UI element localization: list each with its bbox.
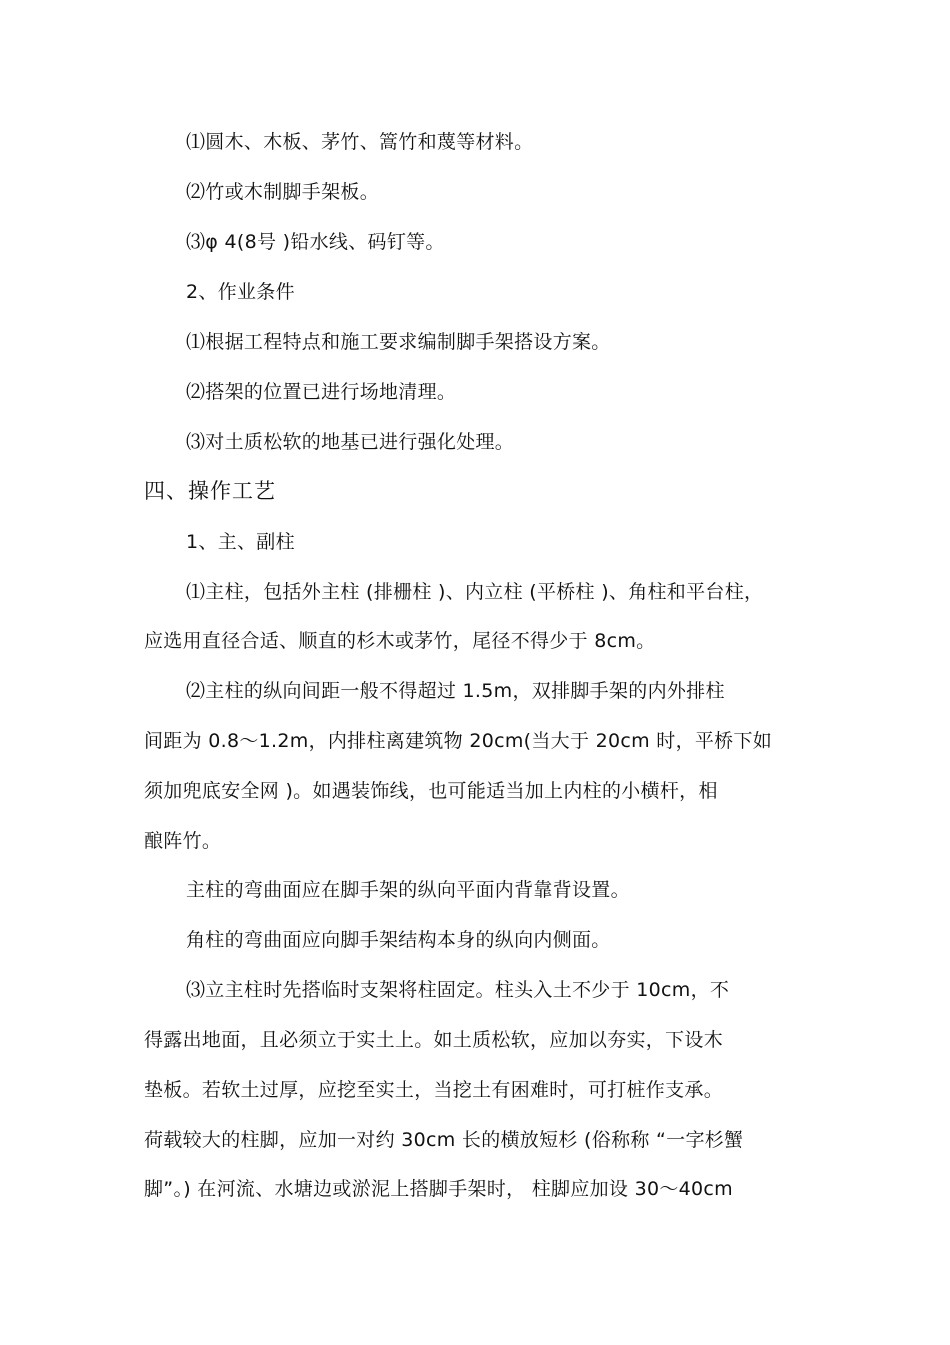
paragraph-line: 角柱的弯曲面应向脚手架结构本身的纵向内侧面。 <box>186 929 611 951</box>
paragraph-line: ⑶立主柱时先搭临时支架将柱固定。柱头入土不少于 10cm，不 <box>186 979 730 1001</box>
section-heading-main-columns: 1、主、副柱 <box>186 531 295 553</box>
paragraph-line: 应选用直径合适、顺直的杉木或茅竹，尾径不得少于 8cm。 <box>144 630 656 652</box>
paragraph-line: 酿阵竹。 <box>144 830 222 852</box>
paragraph-line: 垫板。若软土过厚，应挖至实土，当挖土有困难时，可打桩作支承。 <box>144 1079 724 1101</box>
material-item-3: ⑶φ 4(8号 )铅水线、码钉等。 <box>186 231 445 253</box>
paragraph-line: 主柱的弯曲面应在脚手架的纵向平面内背靠背设置。 <box>186 879 630 901</box>
condition-item-2: ⑵搭架的位置已进行场地清理。 <box>186 381 457 403</box>
material-item-2: ⑵竹或木制脚手架板。 <box>186 181 380 203</box>
paragraph-line: 须加兜底安全网 )。如遇装饰线，也可能适当加上内柱的小横杆，相 <box>144 780 718 802</box>
paragraph-line: 得露出地面，且必须立于实土上。如土质松软，应加以夯实，下设木 <box>144 1029 724 1051</box>
paragraph-line: 间距为 0.8～1.2m，内排柱离建筑物 20cm(当大于 20cm 时，平桥下如 <box>144 730 773 752</box>
condition-item-3: ⑶对土质松软的地基已进行强化处理。 <box>186 431 515 453</box>
chapter-heading-operation-process: 四、操作工艺 <box>144 479 276 503</box>
paragraph-line: ⑴主柱，包括外主柱 (排栅柱 )、内立柱 (平桥柱 )、角柱和平台柱， <box>186 581 764 603</box>
paragraph-line: 荷载较大的柱脚，应加一对约 30cm 长的横放短杉 (俗称称 “一字杉蟹 <box>144 1129 744 1151</box>
material-item-1: ⑴圆木、木板、茅竹、篙竹和蔑等材料。 <box>186 131 534 153</box>
paragraph-line: 脚”。) 在河流、水塘边或淤泥上搭脚手架时， 柱脚应加设 30～40cm <box>144 1178 733 1200</box>
section-heading-work-conditions: 2、作业条件 <box>186 281 295 303</box>
paragraph-line: ⑵主柱的纵向间距一般不得超过 1.5m，双排脚手架的内外排柱 <box>186 680 725 702</box>
condition-item-1: ⑴根据工程特点和施工要求编制脚手架搭设方案。 <box>186 331 611 353</box>
